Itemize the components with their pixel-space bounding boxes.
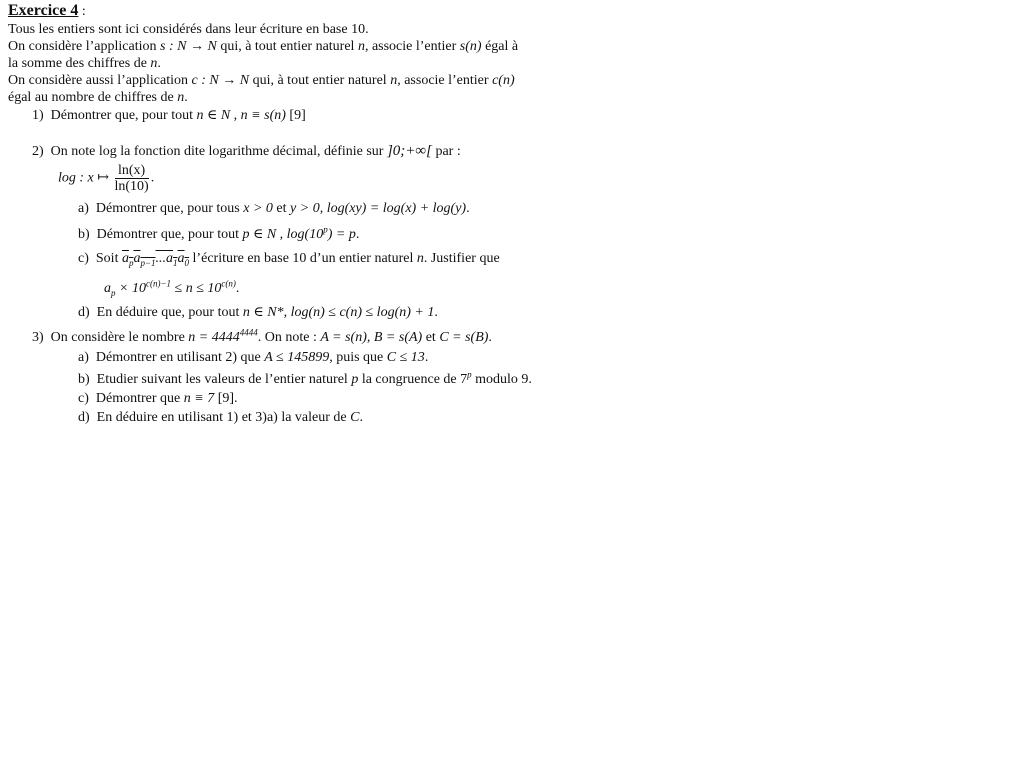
intro-text: Tous les entiers sont ici considérés dans leur écriture en base 10. xyxy=(8,22,369,37)
subquestion-label: c) xyxy=(78,251,89,266)
intro-text: . xyxy=(157,56,161,71)
question-2b xyxy=(78,224,360,243)
question-2a xyxy=(78,201,470,217)
math-definition-c: C = s(B) xyxy=(439,330,489,345)
math-n-value: n = 4444 xyxy=(188,330,240,345)
punctuation: . xyxy=(235,281,240,296)
math-p-in-N: p ∈ N xyxy=(242,227,277,242)
intro-text: égal à xyxy=(481,39,519,54)
math-bound-a: A ≤ 145899 xyxy=(264,350,330,365)
exercise-title-colon: : xyxy=(78,4,86,19)
math-leading-digit: a xyxy=(104,281,111,296)
subquestion-text: En déduire que, pour tout xyxy=(96,305,243,320)
question-text: Démontrer que, pour tout xyxy=(50,108,197,123)
modulus: [9]. xyxy=(214,391,238,406)
math-s-map: s : N → N xyxy=(160,39,217,54)
question-text: On note log la fonction dite logarithme décimal, définie sur xyxy=(50,144,387,159)
math-exponent: c(n)−1 xyxy=(145,278,172,289)
question-1 xyxy=(32,108,306,124)
log-definition xyxy=(58,163,154,194)
fraction-numerator: ln(x) xyxy=(115,163,149,179)
question-3b xyxy=(78,369,532,388)
question-text: On considère le nombre xyxy=(50,330,189,345)
math-log-power: , log(10 xyxy=(276,227,324,242)
digit-symbol: ...a xyxy=(155,251,174,266)
digit-index: p−1 xyxy=(140,257,156,268)
digit-index: 1 xyxy=(173,257,178,268)
punctuation: . xyxy=(488,330,492,345)
math-n: n xyxy=(416,251,424,266)
subquestion-label: a) xyxy=(78,201,89,216)
math-interval: ]0;+∞[ xyxy=(386,143,432,159)
punctuation: . xyxy=(359,410,363,425)
math-base: 7 xyxy=(460,372,468,387)
separator: , xyxy=(230,108,241,123)
subquestion-text: . Justifier que xyxy=(423,251,500,266)
math-n: n xyxy=(357,39,365,54)
subquestion-text: Démontrer en utilisant 2) que xyxy=(95,350,265,365)
math-n-in-N: n ∈ N xyxy=(196,108,231,123)
math-congruence: n ≡ 7 xyxy=(183,391,215,406)
math-congruence: n ≡ s(n) xyxy=(240,108,286,123)
subquestion-text: Démontrer que, pour tout xyxy=(96,227,243,242)
math-c-map: c : N → N xyxy=(191,73,250,88)
modulus: [9] xyxy=(285,108,306,123)
subquestion-label: b) xyxy=(78,372,90,387)
math-times-power: × 10 xyxy=(115,281,146,296)
intro-text: qui, à tout entier naturel xyxy=(216,39,358,54)
digit-symbol: a xyxy=(121,251,129,266)
subquestion-text: En déduire en utilisant 1) et 3)a) la valeur de xyxy=(96,410,351,425)
math-n: n xyxy=(150,56,158,71)
subquestion-text: Démontrer que, pour tous xyxy=(95,201,244,216)
question-number: 1) xyxy=(32,108,44,123)
math-n: n xyxy=(177,90,185,105)
subquestion-label: d) xyxy=(78,305,90,320)
math-s-of-n: s(n) xyxy=(459,39,482,54)
math-exponent: p xyxy=(467,369,472,380)
math-exponent: 4444 xyxy=(239,327,258,338)
intro-line-5 xyxy=(8,90,188,106)
punctuation: . xyxy=(150,170,155,186)
subquestion-label: c) xyxy=(78,391,89,406)
question-3c xyxy=(78,391,238,407)
exercise-title: Exercice 4 xyxy=(8,2,79,19)
math-log-def: log : x ↦ xyxy=(58,170,113,186)
question-number: 2) xyxy=(32,144,44,159)
punctuation: . xyxy=(434,305,438,320)
question-3 xyxy=(32,327,492,346)
question-2 xyxy=(32,143,461,160)
math-n: n xyxy=(390,73,398,88)
math-decimal-digits xyxy=(122,251,189,266)
punctuation: . xyxy=(466,201,470,216)
math-y-positive: y > 0 xyxy=(290,201,320,216)
math-x-positive: x > 0 xyxy=(243,201,273,216)
digit-index: p xyxy=(111,287,116,298)
question-text: . On note : xyxy=(257,330,321,345)
intro-line-2 xyxy=(8,39,518,55)
math-bound-c: C ≤ 13 xyxy=(386,350,425,365)
intro-text: On considère l’application xyxy=(8,39,161,54)
intro-line-3 xyxy=(8,56,161,72)
intro-text: , associe l’entier xyxy=(397,73,493,88)
intro-line-4 xyxy=(8,73,515,89)
question-number: 3) xyxy=(32,330,44,345)
question-3d xyxy=(78,410,363,426)
intro-line-1 xyxy=(8,22,369,38)
subquestion-label: b) xyxy=(78,227,90,242)
math-log-product: , log(xy) = log(x) + log(y) xyxy=(319,201,467,216)
intro-text: . xyxy=(184,90,188,105)
intro-text: On considère aussi l’application xyxy=(8,73,192,88)
subquestion-label: a) xyxy=(78,350,89,365)
subquestion-text: Soit xyxy=(95,251,122,266)
subquestion-text: et xyxy=(272,201,291,216)
digit-symbol: a xyxy=(177,251,185,266)
math-p: p xyxy=(351,372,359,387)
subquestion-text: la congruence de xyxy=(358,372,461,387)
log-fraction xyxy=(115,163,149,194)
math-definitions: A = s(n), B = s(A) xyxy=(320,330,423,345)
subquestion-text: modulo 9. xyxy=(471,372,532,387)
math-exponent: c(n) xyxy=(221,278,236,289)
punctuation: . xyxy=(424,350,429,365)
intro-text: qui, à tout entier naturel xyxy=(249,73,391,88)
subquestion-text: Etudier suivant les valeurs de l’entier naturel xyxy=(96,372,352,387)
subquestion-text: Démontrer que xyxy=(95,391,184,406)
math-log-power-result: ) = p xyxy=(327,227,356,242)
intro-text: la somme des chiffres de xyxy=(8,56,151,71)
digit-index: p xyxy=(128,257,134,268)
subquestion-text: l’écriture en base 10 d’un entier naturel xyxy=(189,251,417,266)
intro-text: égal au nombre de chiffres de xyxy=(8,90,178,105)
digit-index: 0 xyxy=(184,257,190,268)
question-text: par : xyxy=(431,144,461,159)
fraction-denominator: ln(10) xyxy=(114,179,149,194)
intro-text: , associe l’entier xyxy=(364,39,460,54)
math-log-bounds: , log(n) ≤ c(n) ≤ log(n) + 1 xyxy=(283,305,435,320)
math-exponent: p xyxy=(323,224,328,235)
question-3a xyxy=(78,350,428,366)
subquestion-label: d) xyxy=(78,410,90,425)
digit-symbol: a xyxy=(133,251,141,266)
question-text: et xyxy=(422,330,440,345)
question-2c xyxy=(78,251,500,267)
inequality-2c xyxy=(104,278,240,298)
math-n-in-N-star: n ∈ N* xyxy=(242,305,284,320)
math-c-of-n: c(n) xyxy=(492,73,515,88)
exercise-heading xyxy=(8,3,86,20)
question-2d xyxy=(78,305,438,321)
subquestion-text: , puis que xyxy=(329,350,387,365)
punctuation: . xyxy=(355,227,360,242)
math-bounds: ≤ n ≤ 10 xyxy=(171,281,222,296)
math-c: C xyxy=(350,410,360,425)
